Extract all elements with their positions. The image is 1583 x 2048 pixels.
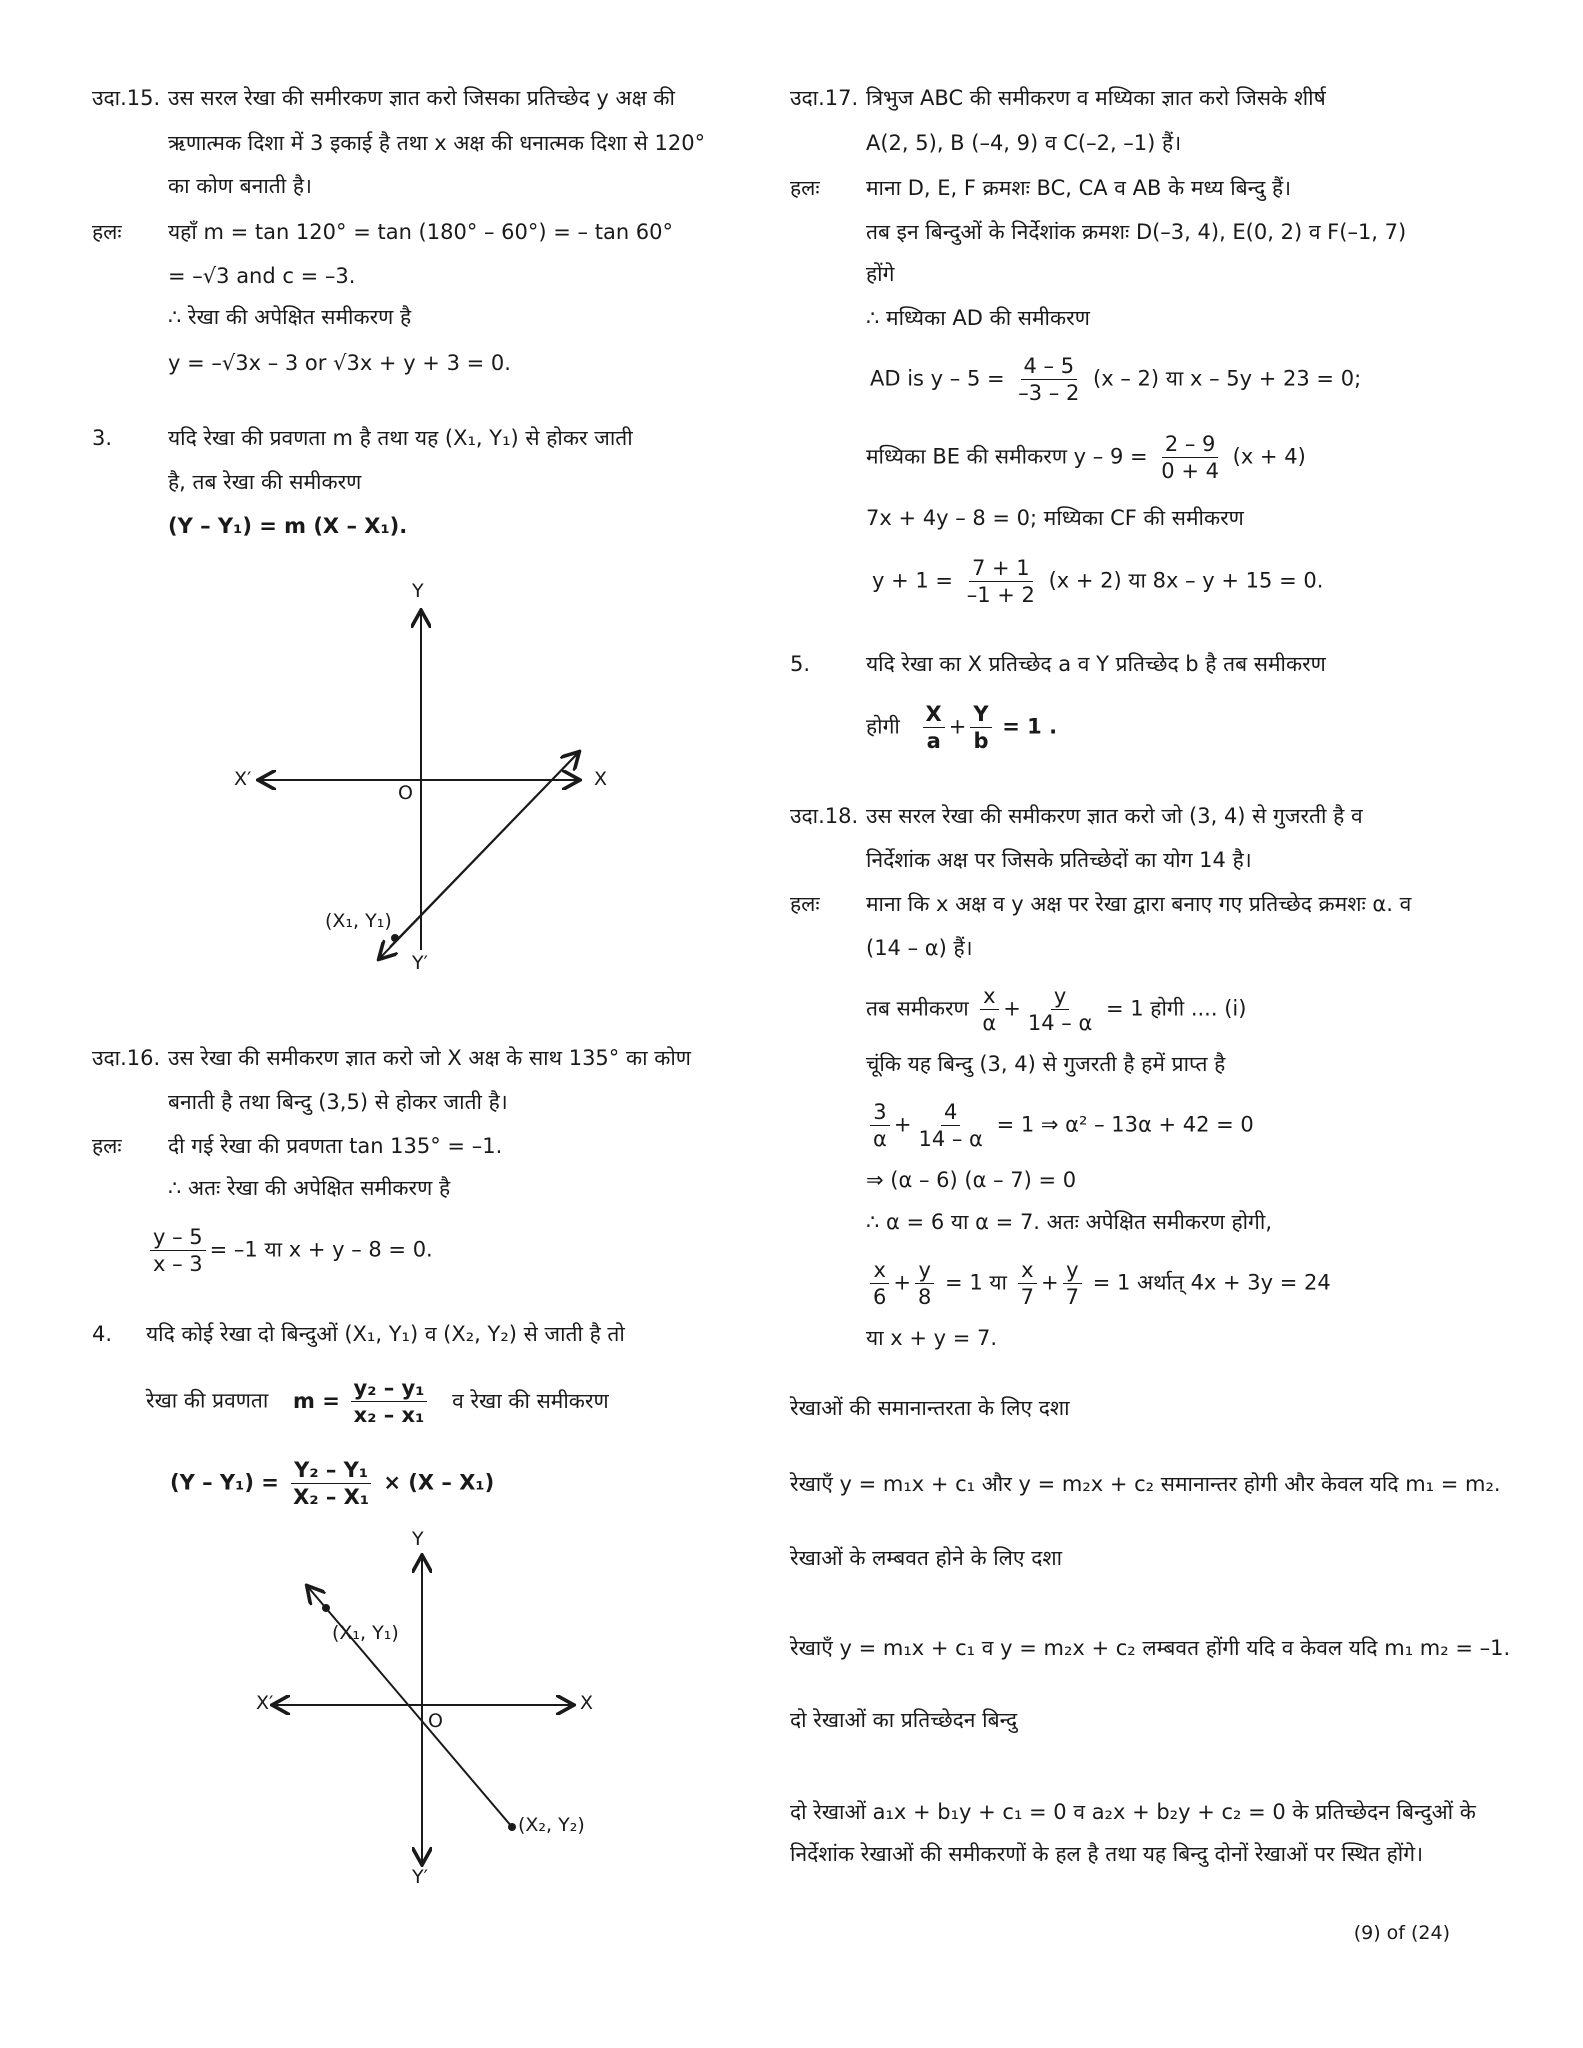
ex18-line1: उस सरल रेखा की समीकरण ज्ञात करो जो (3, 4) से गुजरती है व bbox=[866, 804, 1363, 828]
ad-fraction: $\frac{4 - 5}{-3 - 2}$ bbox=[1018, 354, 1080, 406]
point5-line2: होगी $\frac{X}{a}$ + $\frac{Y}{b}$ = 1 . bbox=[866, 702, 1058, 754]
fig2-x-label: X bbox=[580, 1692, 594, 1714]
fig2-point1 bbox=[322, 1604, 330, 1612]
fig2-point2-label: (X₂, Y₂) bbox=[518, 1814, 585, 1836]
ex18-sol1: माना कि x अक्ष व y अक्ष पर रेखा द्वारा बनाए गए प्रतिच्छेद क्रमशः α. व bbox=[866, 892, 1412, 916]
fig2-origin-label: O bbox=[428, 1710, 443, 1732]
ex15-sol4: y = –√3x – 3 or √3x + y + 3 = 0. bbox=[168, 351, 511, 375]
median-be-equation: मध्यिका BE की समीकरण y – 9 = $\frac{2 - 9}{0 + 4}$ (x + 4) bbox=[866, 432, 1306, 484]
ex16-equation: $\frac{y - 5}{x - 3}$ = –1 या x + y – 8 = 0. bbox=[146, 1225, 433, 1276]
fig2-y2-label: Y′ bbox=[412, 1866, 428, 1888]
ex15-line3: का कोण बनाती है। bbox=[168, 174, 312, 198]
median-ad-equation: AD is y – 5 = $\frac{4 - 5}{-3 - 2}$ (x – 2) या x – 5y + 23 = 0; bbox=[870, 354, 1362, 406]
point3-equation: (Y – Y₁) = m (X – X₁). bbox=[168, 514, 408, 538]
point4-equation: (Y – Y₁) = $\frac{\text{Y₂ – Y₁}}{\text{X₂ – X₁}}$ × (X – X₁) bbox=[170, 1458, 495, 1510]
ex18-eq5-frac-c: $\frac{x}{7}$ bbox=[1018, 1258, 1037, 1309]
fig2-point2 bbox=[508, 1823, 516, 1831]
ex17-label: उदा.17. bbox=[790, 86, 859, 110]
ex18-eq6: या x + y = 7. bbox=[866, 1326, 998, 1350]
point3-line2: है, तब रेखा की समीकरण bbox=[168, 470, 362, 494]
ex15-sol3: ∴ रेखा की अपेक्षित समीकरण है bbox=[168, 305, 412, 329]
cf-fraction: $\frac{7 + 1}{-1 + 2}$ bbox=[966, 556, 1035, 608]
ex16-sol-label: हलः bbox=[92, 1134, 122, 1158]
ex18-sol2: (14 – α) हैं। bbox=[866, 936, 973, 960]
ex18-eq2-frac1: $\frac{3}{\alpha}$ bbox=[870, 1100, 890, 1151]
ex16-fraction: $\frac{y - 5}{x - 3}$ bbox=[150, 1225, 206, 1276]
point4-eq-fraction: $\frac{\text{Y₂ – Y₁}}{\text{X₂ – X₁}}$ bbox=[290, 1458, 372, 1509]
ex18-eq2-frac2: $\frac{4}{14 - \alpha}$ bbox=[918, 1100, 983, 1152]
ex18-eq5: $\frac{x}{6}$ + $\frac{y}{8}$ = 1 या $\frac{x}{7}$ + $\frac{y}{7}$ = 1 अर्थात् 4x + 3y = 24 bbox=[866, 1258, 1331, 1309]
ex18-eq2: $\frac{3}{\alpha}$ + $\frac{4}{14 - \alpha}$ = 1 ⇒ α² – 13α + 42 = 0 bbox=[866, 1100, 1254, 1151]
fig2-y-label: Y bbox=[412, 1528, 424, 1550]
parallel-condition: रेखाएँ y = m₁x + c₁ और y = m₂x + c₂ समानान्तर होगी और केवल यदि m₁ = m₂. bbox=[790, 1472, 1501, 1496]
fig1-point bbox=[391, 934, 399, 942]
ex16-sol2: ∴ अतः रेखा की अपेक्षित समीकरण है bbox=[168, 1176, 451, 1200]
ex17-sol1: माना D, E, F क्रमशः BC, CA व AB के मध्य बिन्दु हैं। bbox=[866, 176, 1292, 200]
fig1-y-label: Y bbox=[412, 580, 424, 602]
fig1-line-up bbox=[390, 753, 578, 947]
ex17-line1: त्रिभुज ABC की समीकरण व मध्यिका ज्ञात करो जिसके शीर्ष bbox=[866, 86, 1326, 110]
point3-number: 3. bbox=[92, 426, 113, 450]
figure-line-through-point bbox=[230, 580, 630, 980]
point4-number: 4. bbox=[92, 1322, 113, 1346]
ex18-eq1-frac2: $\frac{y}{14 - \alpha}$ bbox=[1027, 984, 1093, 1036]
ex15-line1: उस सरल रेखा की समीरकण ज्ञात करो जिसका प्रतिच्छेद y अक्ष की bbox=[168, 86, 675, 110]
ex15-sol2: = –√3 and c = –3. bbox=[168, 264, 356, 288]
ex15-label: उदा.15. bbox=[92, 86, 161, 110]
ex16-label: उदा.16. bbox=[92, 1046, 161, 1070]
ex16-line1: उस रेखा की समीकरण ज्ञात करो जो X अक्ष के साथ 135° का कोण bbox=[168, 1046, 691, 1070]
ex18-eq4: ∴ α = 6 या α = 7. अतः अपेक्षित समीकरण होगी, bbox=[866, 1210, 1272, 1234]
fig2-point1-label: (X₁, Y₁) bbox=[332, 1622, 399, 1644]
ex17-sol4: ∴ मध्यिका AD की समीकरण bbox=[866, 306, 1090, 330]
fig1-x2-label: X′ bbox=[234, 768, 252, 790]
fig1-origin-label: O bbox=[398, 782, 413, 804]
ex17-sol2: तब इन बिन्दुओं के निर्देशांक क्रमशः D(–3, 4), E(0, 2) व F(–1, 7) bbox=[866, 220, 1407, 244]
ex17-sol3: होंगे bbox=[866, 262, 895, 286]
ex15-sol1: यहाँ m = tan 120° = tan (180° – 60°) = – tan 60° bbox=[168, 220, 674, 244]
fig1-point-label: (X₁, Y₁) bbox=[325, 910, 392, 932]
ex18-eq3: ⇒ (α – 6) (α – 7) = 0 bbox=[866, 1168, 1077, 1192]
page-number: (9) of (24) bbox=[1353, 1922, 1450, 1944]
ex18-eq5-frac-b: $\frac{y}{8}$ bbox=[915, 1258, 934, 1309]
point4-line1: यदि कोई रेखा दो बिन्दुओं (X₁, Y₁) व (X₂, Y₂) से जाती है तो bbox=[146, 1322, 625, 1346]
fig2-x2-label: X′ bbox=[256, 1692, 274, 1714]
point5-number: 5. bbox=[790, 652, 811, 676]
ex18-eq5-frac-a: $\frac{x}{6}$ bbox=[870, 1258, 889, 1309]
perpendicular-heading: रेखाओं के लम्बवत होने के लिए दशा bbox=[790, 1546, 1063, 1570]
intersection-text2: निर्देशांक रेखाओं की समीकरणों के हल है तथा यह बिन्दु दोनों रेखाओं पर स्थित होंगे। bbox=[790, 1842, 1424, 1866]
slope-fraction: $\frac{\text{y₂ – y₁}}{\text{x₂ – x₁}}$ bbox=[351, 1376, 428, 1427]
ex18-eq1-frac1: $\frac{x}{\alpha}$ bbox=[979, 984, 999, 1035]
ex18-line2: निर्देशांक अक्ष पर जिसके प्रतिच्छेदों का योग 14 है। bbox=[866, 848, 1252, 872]
fig1-x-label: X bbox=[594, 768, 608, 790]
ex17-sol-label: हलः bbox=[790, 176, 820, 200]
point3-line1: यदि रेखा की प्रवणता m है तथा यह (X₁, Y₁) से होकर जाती bbox=[168, 426, 633, 450]
point4-line2: रेखा की प्रवणता m = $\frac{\text{y₂ – y₁}}{\text{x₂ – x₁}}$ व रेखा की समीकरण bbox=[146, 1376, 609, 1428]
pt5-x-fraction: $\frac{X}{a}$ bbox=[923, 702, 945, 753]
ex16-sol1: दी गई रेखा की प्रवणता tan 135° = –1. bbox=[168, 1134, 503, 1158]
ex18-eq1: तब समीकरण $\frac{x}{\alpha}$ + $\frac{y}{14 - \alpha}$ = 1 होगी .... (i) bbox=[866, 984, 1247, 1036]
ex18-sol-label: हलः bbox=[790, 892, 820, 916]
intersection-heading: दो रेखाओं का प्रतिच्छेदन बिन्दु bbox=[790, 1708, 1018, 1732]
median-be-result: 7x + 4y – 8 = 0; मध्यिका CF की समीकरण bbox=[866, 506, 1244, 530]
pt5-y-fraction: $\frac{Y}{b}$ bbox=[970, 702, 991, 753]
point5-line1: यदि रेखा का X प्रतिच्छेद a व Y प्रतिच्छेद b है तब समीकरण bbox=[866, 652, 1326, 676]
ex18-eq5-frac-d: $\frac{y}{7}$ bbox=[1063, 1258, 1082, 1309]
ex15-line2: ऋणात्मक दिशा में 3 इकाई है तथा x अक्ष की धनात्मक दिशा से 120° bbox=[168, 131, 706, 155]
ex16-line2: बनाती है तथा बिन्दु (3,5) से होकर जाती है। bbox=[168, 1090, 508, 1114]
ex17-line2: A(2, 5), B (–4, 9) व C(–2, –1) हैं। bbox=[866, 131, 1182, 155]
intersection-text1: दो रेखाओं a₁x + b₁y + c₁ = 0 व a₂x + b₂y + c₂ = 0 के प्रतिच्छेदन बिन्दुओं के bbox=[790, 1800, 1476, 1824]
be-fraction: $\frac{2 - 9}{0 + 4}$ bbox=[1161, 432, 1219, 484]
median-cf-equation: y + 1 = $\frac{7 + 1}{-1 + 2}$ (x + 2) या 8x – y + 15 = 0. bbox=[872, 556, 1324, 608]
perpendicular-condition: रेखाएँ y = m₁x + c₁ व y = m₂x + c₂ लम्बवत होंगी यदि व केवल यदि m₁ m₂ = –1. bbox=[790, 1636, 1511, 1660]
ex18-sol3: चूंकि यह बिन्दु (3, 4) से गुजरती है हमें प्राप्त है bbox=[866, 1052, 1226, 1076]
fig1-y2-label: Y′ bbox=[412, 952, 428, 974]
ex18-label: उदा.18. bbox=[790, 804, 859, 828]
ex15-sol-label: हलः bbox=[92, 220, 122, 244]
parallel-heading: रेखाओं की समानान्तरता के लिए दशा bbox=[790, 1396, 1070, 1420]
